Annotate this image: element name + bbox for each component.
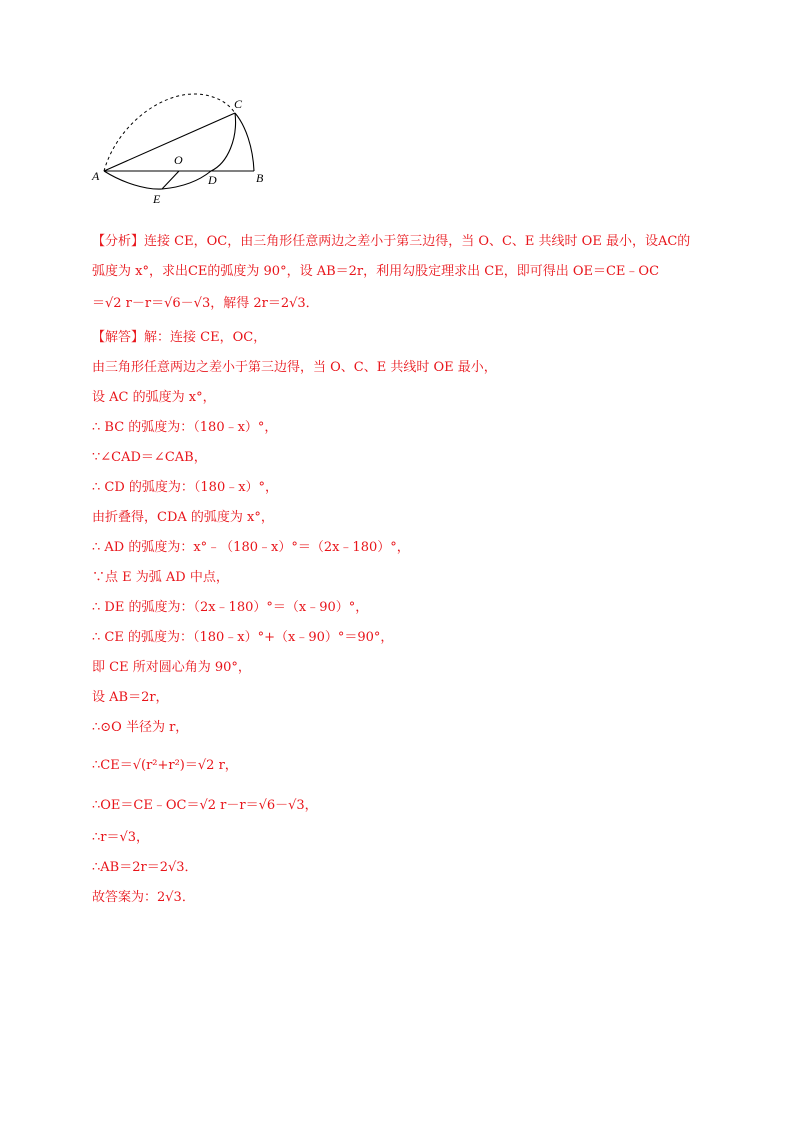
solution-line-17: ∴AB＝2r＝2√3．	[92, 860, 198, 875]
solution-line-6: 由折叠得，CDA 的弧度为 x°，	[92, 510, 274, 525]
solution-line-3: ∴ BC 的弧度为：（180﹣x）°，	[92, 420, 278, 435]
label-A: A	[92, 169, 100, 183]
label-O: O	[174, 153, 183, 167]
label-D: D	[208, 173, 217, 187]
analysis-tag: 【分析】	[92, 234, 145, 249]
solution-tag: 【解答】	[92, 330, 145, 345]
solution-line-12: 设 AB＝2r，	[92, 690, 169, 705]
solution-line-1: 由三角形任意两边之差小于第三边得，当 O、C、E 共线时 OE 最小，	[92, 360, 497, 375]
solution-line-5: ∴ CD 的弧度为：（180﹣x）°，	[92, 480, 279, 495]
analysis-line-2: 弧度为 x°，求出CE的弧度为 90°，设 AB＝2r，利用勾股定理求出 CE，即可得出 OE＝CE﹣OC	[92, 264, 660, 279]
solution-line-15: ∴OE＝CE﹣OC＝√2 r－r＝√6－√3，	[92, 798, 318, 813]
analysis-text-1: 连接 CE，OC，由三角形任意两边之差小于第三边得，当 O、C、E 共线时 OE 最小，设AC的	[144, 234, 691, 249]
solution-line-14: ∴CE＝√(r²+r²)＝√2 r，	[92, 758, 238, 773]
solution-line-4: ∵∠CAD＝∠CAB，	[92, 450, 207, 465]
solution-line-11: 即 CE 所对圆心角为 90°，	[92, 660, 251, 675]
solution-line-13: ∴⊙O 半径为 r，	[92, 720, 189, 735]
label-C: C	[234, 97, 243, 111]
geometry-figure	[88, 88, 278, 213]
solution-line-0	[92, 328, 266, 348]
analysis-line-3: ＝√2 r－r＝√6－√3，解得 2r＝2√3．	[92, 296, 319, 311]
label-E: E	[153, 192, 161, 206]
solution-line-16: ∴r＝√3，	[92, 830, 150, 845]
analysis-line-1	[92, 232, 690, 252]
solution-text-0: 解：连接 CE，OC，	[144, 330, 267, 345]
solution-line-9: ∴ DE 的弧度为：（2x﹣180）°＝（x﹣90）°，	[92, 600, 369, 615]
circle-diagram	[88, 88, 278, 213]
solution-line-18: 故答案为：2√3．	[92, 890, 195, 905]
solution-line-2: 设 AC 的弧度为 x°，	[92, 390, 216, 405]
solution-line-7: ∴ AD 的弧度为：x°﹣（180﹣x）°＝（2x﹣180）°，	[92, 540, 410, 555]
solution-line-8: ∵点 E 为弧 AD 中点，	[92, 570, 229, 585]
label-B: B	[256, 171, 264, 185]
solution-line-10: ∴ CE 的弧度为：（180﹣x）°+（x﹣90）°＝90°，	[92, 630, 394, 645]
